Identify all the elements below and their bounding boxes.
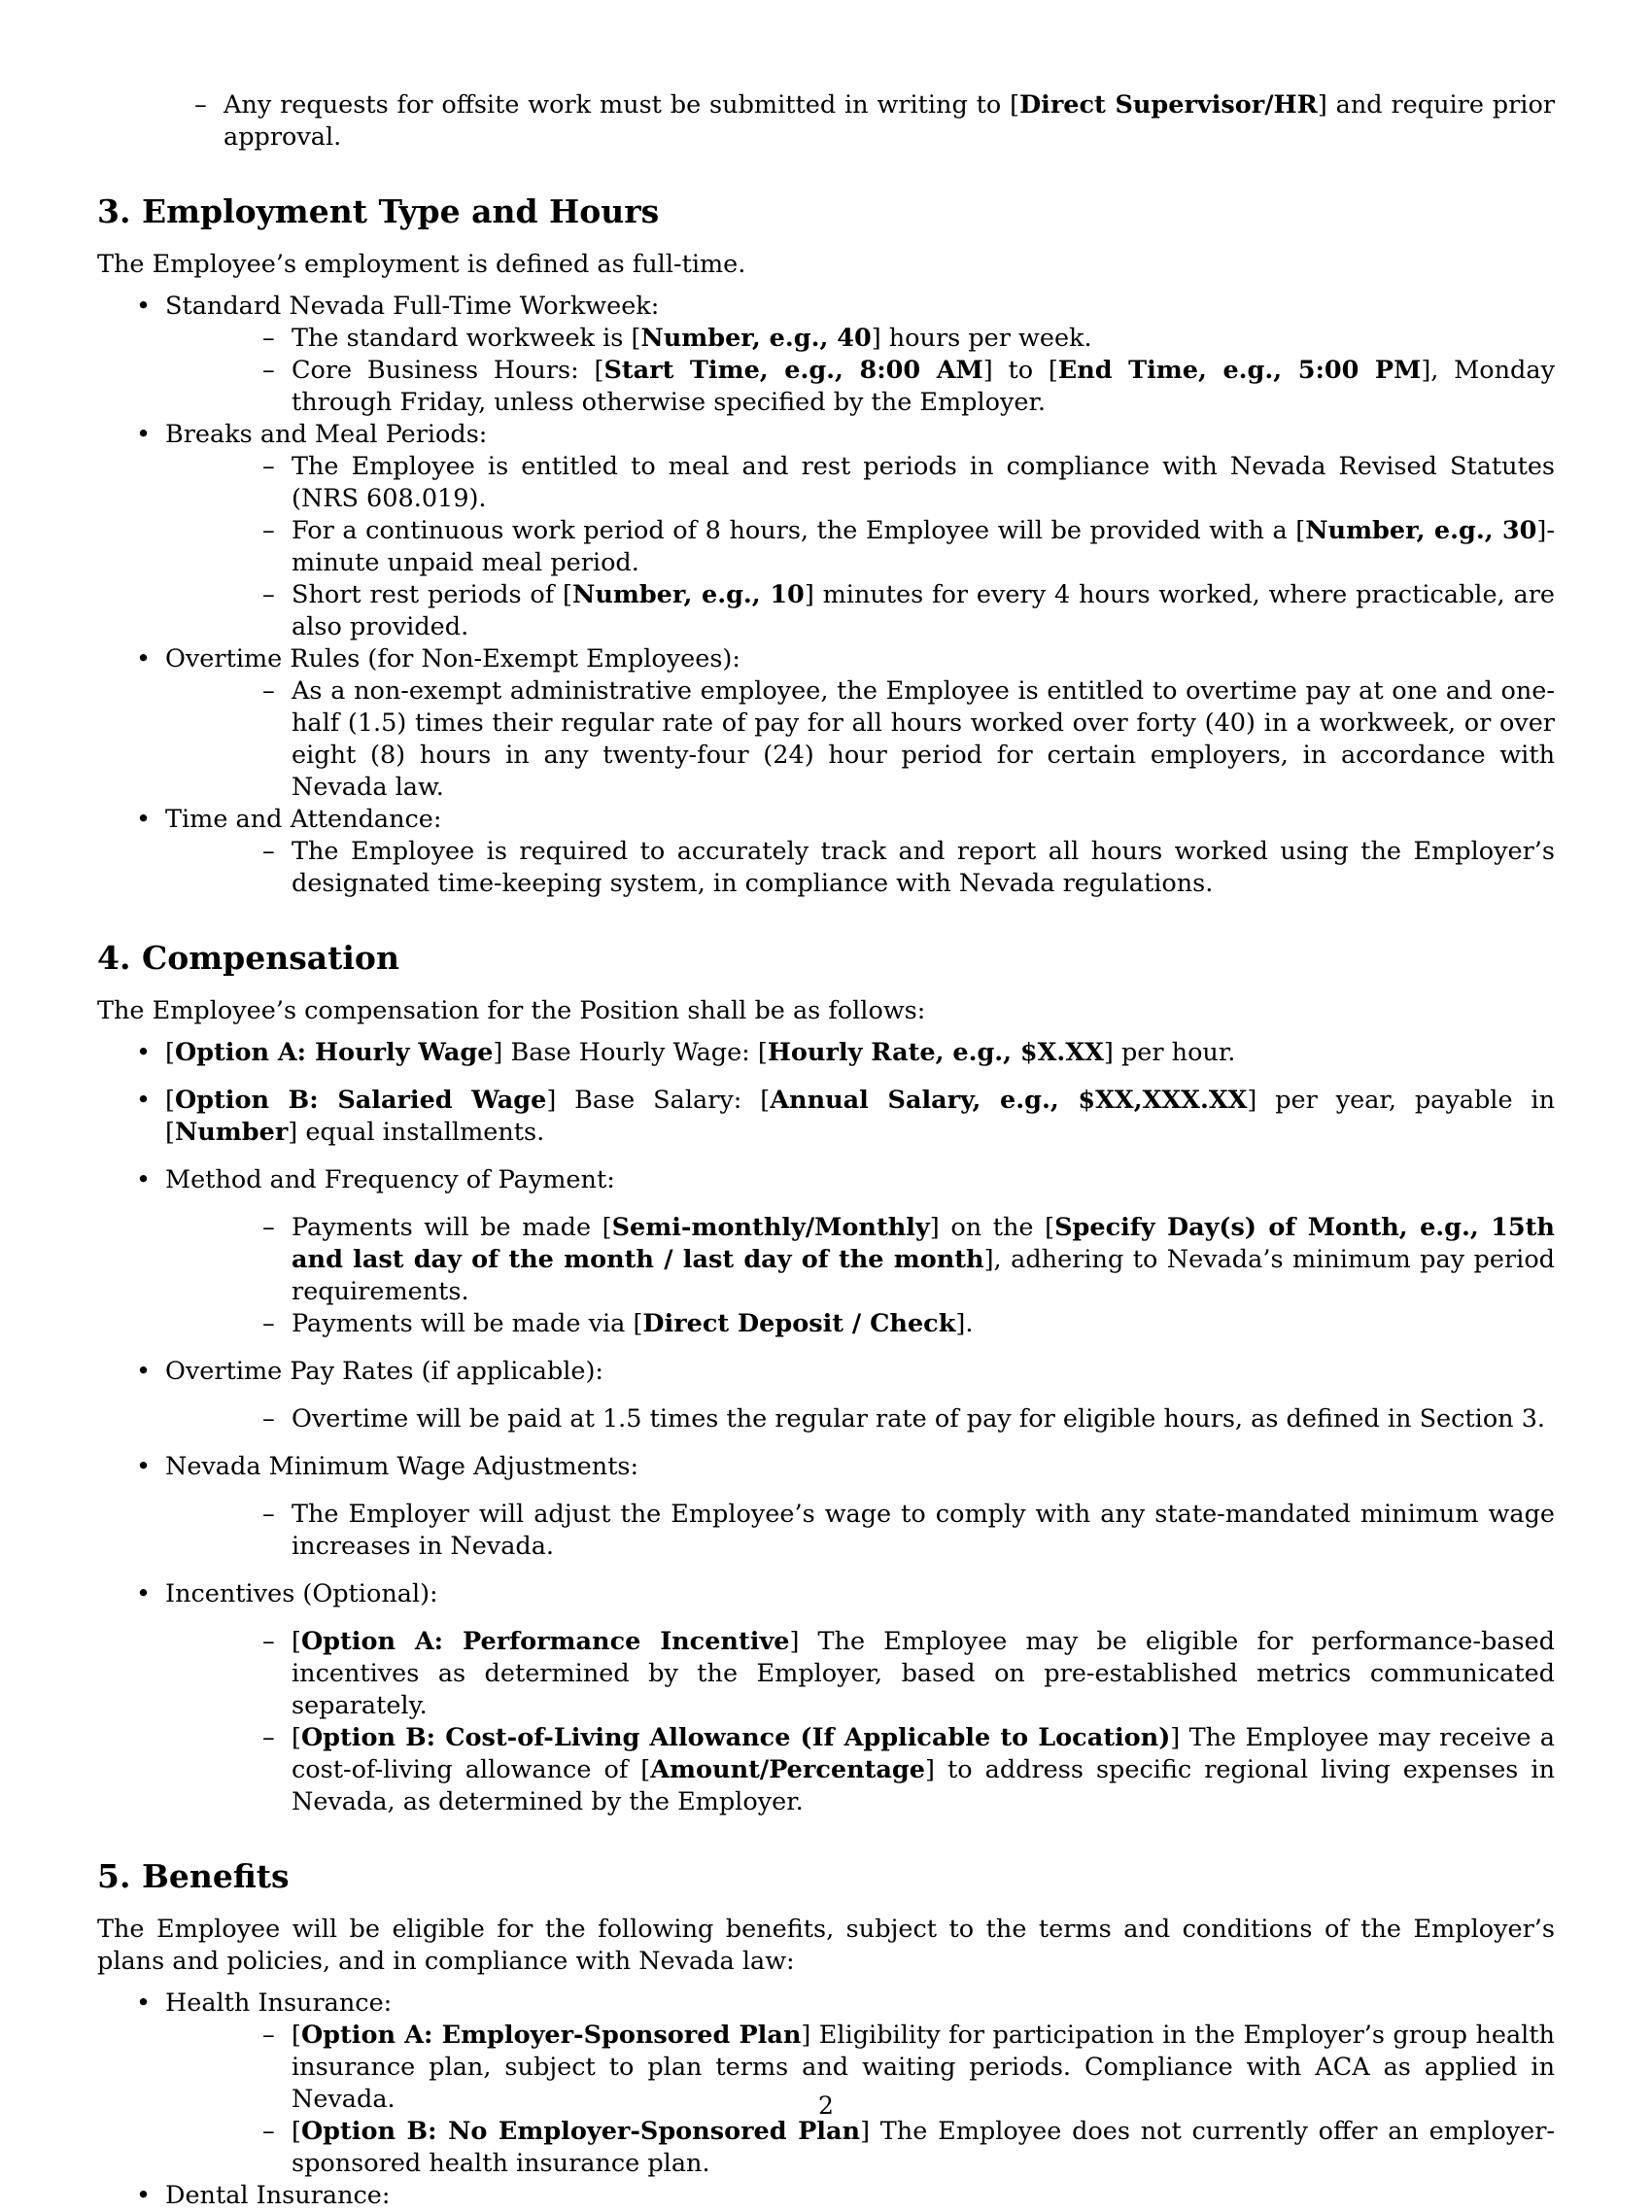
section-4-list [97,1037,1555,1818]
list-item: • [Option B: Salaried Wage] Base Salary: [Annual Salary, e.g., $XX,XXX.XX] per year, payable in [Number] equal installments. [97,1085,1555,1149]
section-3-intro: The Employee’s employment is defined as full-time. [97,250,746,279]
section-5-intro: The Employee will be eligible for the following benefits, subject to the terms and conditions of the Employer’s plans and policies, and in compliance with Nevada law: [97,1915,1555,1976]
list-item: – Payments will be made via [Direct Deposit / Check]. [165,1308,1555,1340]
list-item: • Breaks and Meal Periods: – The Employee is entitled to meal and rest periods in compliance with Nevada Revised Statutes (NRS 608.019). – For a continuous work period of 8 hours, the Employee will be provided with a [Number, e.g., 30]-minute unpaid meal period. – Short rest periods of [Number, e.g., 10] minutes for every 4 hours worked, where practicable, are also provided. [97,419,1555,643]
section-3-heading: 3. Employment Type and Hours [97,192,660,230]
list-item: – Short rest periods of [Number, e.g., 10] minutes for every 4 hours worked, where practicable, are also provided. [165,579,1555,643]
list-item: – The Employee is entitled to meal and rest periods in compliance with Nevada Revised Statutes (NRS 608.019). [165,451,1555,515]
intro-list [97,89,1555,154]
page-number: 2 [818,2091,834,2120]
list-item: • Dental Insurance: [97,2180,1555,2212]
list-item: • Method and Frequency of Payment: – Payments will be made [Semi-monthly/Monthly] on the [Specify Day(s) of Month, e.g., 15th and last day of the month / last day of the month], adhering to Nevada’s minimum pay period requirements. – Payments will be made via [Direct Deposit / Check]. [97,1164,1555,1340]
section-3-list [97,291,1555,900]
list-item: • Incentives (Optional): – [Option A: Performance Incentive] The Employee may be eligible for performance-based incentives as determined by the Employer, based on pre-established metrics communicated separately. – [Option B: Cost-of-Living Allowance (If Applicable to Location)] The Employee may receive a cost-of-living allowance of [Amount/Percentage] to address specific regional living expenses in Nevada, as determined by the Employer. [97,1578,1555,1818]
offsite-work-item: – Any requests for offsite work must be submitted in writing to [Direct Supervisor/HR] and require prior approval. [97,89,1555,154]
document-page [97,89,1555,2212]
list-item: – Overtime will be paid at 1.5 times the regular rate of pay for eligible hours, as defined in Section 3. [165,1403,1555,1435]
list-item: – Core Business Hours: [Start Time, e.g., 8:00 AM] to [End Time, e.g., 5:00 PM], Monday through Friday, unless otherwise specified by the Employer. [165,355,1555,419]
list-item: – As a non-exempt administrative employee, the Employee is entitled to overtime pay at one and one-half (1.5) times their regular rate of pay for all hours worked over forty (40) in a workweek, or over eight (8) hours in any twenty-four (24) hour period for certain employers, in accordance with Nevada law. [165,675,1555,804]
list-item: • Overtime Rules (for Non-Exempt Employees): – As a non-exempt administrative employee, the Employee is entitled to overtime pay at one and one-half (1.5) times their regular rate of pay for all hours worked over forty (40) in a workweek, or over eight (8) hours in any twenty-four (24) hour period for certain employers, in accordance with Nevada law. [97,643,1555,804]
list-item: • [Option A: Hourly Wage] Base Hourly Wage: [Hourly Rate, e.g., $X.XX] per hour. [97,1037,1555,1069]
list-item: – [Option A: Employer-Sponsored Plan] Eligibility for participation in the Employer’s group health insurance plan, subject to plan terms and waiting periods. Compliance with ACA as applied in Nevada. [165,2020,1555,2116]
list-item: – For a continuous work period of 8 hours, the Employee will be provided with a [Number, e.g., 30]-minute unpaid meal period. [165,515,1555,579]
list-item: – [Option B: Cost-of-Living Allowance (If Applicable to Location)] The Employee may receive a cost-of-living allowance of [Amount/Percentage] to address specific regional living expenses in Nevada, as determined by the Employer. [165,1722,1555,1818]
list-item: – The Employee is required to accurately track and report all hours worked using the Employer’s designated time-keeping system, in compliance with Nevada regulations. [165,836,1555,900]
section-4-intro: The Employee’s compensation for the Position shall be as follows: [97,996,926,1025]
list-item: – [Option B: No Employer-Sponsored Plan] The Employee does not currently offer an employer-sponsored health insurance plan. [165,2116,1555,2180]
list-item: • Overtime Pay Rates (if applicable): – Overtime will be paid at 1.5 times the regular rate of pay for eligible hours, as defined in Section 3. [97,1356,1555,1435]
list-item: – The Employer will adjust the Employee’s wage to comply with any state-mandated minimum wage increases in Nevada. [165,1499,1555,1563]
list-item: – The standard workweek is [Number, e.g., 40] hours per week. [165,323,1555,355]
list-item: • Nevada Minimum Wage Adjustments: – The Employer will adjust the Employee’s wage to comply with any state-mandated minimum wage increases in Nevada. [97,1451,1555,1563]
list-item: – [Option A: Performance Incentive] The Employee may be eligible for performance-based incentives as determined by the Employer, based on pre-established metrics communicated separately. [165,1626,1555,1722]
section-4-heading: 4. Compensation [97,939,399,977]
list-item: • Time and Attendance: – The Employee is required to accurately track and report all hours worked using the Employer’s designated time-keeping system, in compliance with Nevada regulations. [97,804,1555,900]
list-item: • Health Insurance: – [Option A: Employer-Sponsored Plan] Eligibility for participation in the Employer’s group health insurance plan, subject to plan terms and waiting periods. Compliance with ACA as applied in Nevada. – [Option B: No Employer-Sponsored Plan] The Employee does not currently offer an employer-sponsored health insurance plan. [97,1987,1555,2180]
list-item: • Standard Nevada Full-Time Workweek: – The standard workweek is [Number, e.g., 40] hours per week. – Core Business Hours: [Start Time, e.g., 8:00 AM] to [End Time, e.g., 5:00 PM], Monday through Friday, unless otherwise specified by the Employer. [97,291,1555,419]
list-item: – Payments will be made [Semi-monthly/Monthly] on the [Specify Day(s) of Month, e.g., 15th and last day of the month / last day of the month], adhering to Nevada’s minimum pay period requirements. [165,1212,1555,1308]
section-5-heading: 5. Benefits [97,1857,290,1895]
